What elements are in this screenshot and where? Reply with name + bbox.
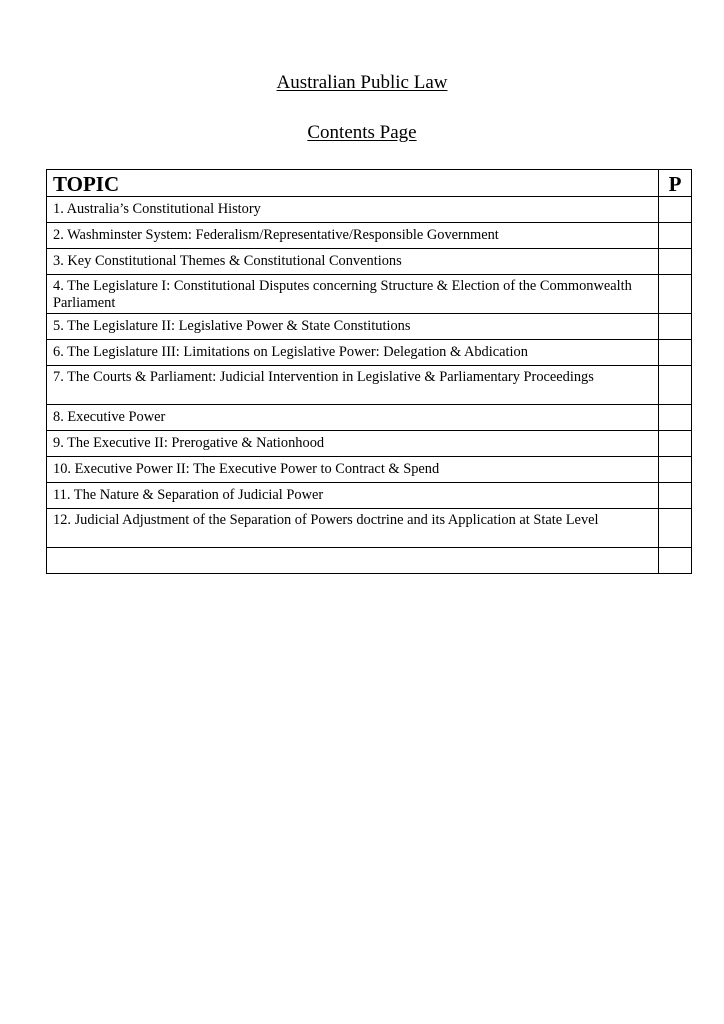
topic-cell: 5. The Legislature II: Legislative Power & State Constitutions (47, 314, 659, 340)
topic-cell: 12. Judicial Adjustment of the Separation of Powers doctrine and its Application at State Level (47, 509, 659, 548)
table-row (47, 223, 692, 249)
page-column-header: P (659, 170, 692, 197)
table-row (47, 431, 692, 457)
topic-cell: 3. Key Constitutional Themes & Constitutional Conventions (47, 249, 659, 275)
topic-cell: 10. Executive Power II: The Executive Power to Contract & Spend (47, 457, 659, 483)
page-cell (659, 509, 692, 548)
page-cell (659, 405, 692, 431)
page-cell (659, 366, 692, 405)
topic-cell: 11. The Nature & Separation of Judicial Power (47, 483, 659, 509)
table-row (47, 249, 692, 275)
page-cell (659, 314, 692, 340)
topic-cell: 2. Washminster System: Federalism/Representative/Responsible Government (47, 223, 659, 249)
contents-table (46, 169, 692, 574)
table-row (47, 405, 692, 431)
contents-page-heading: Contents Page (307, 122, 417, 143)
topic-cell: 4. The Legislature I: Constitutional Disputes concerning Structure & Election of the Commonwealth Parliament (47, 275, 659, 314)
page-cell (659, 548, 692, 574)
page-cell (659, 275, 692, 314)
topic-cell: 9. The Executive II: Prerogative & Nationhood (47, 431, 659, 457)
table-row (47, 483, 692, 509)
topic-cell (47, 548, 659, 574)
topic-cell: 8. Executive Power (47, 405, 659, 431)
topic-cell: 6. The Legislature III: Limitations on Legislative Power: Delegation & Abdication (47, 340, 659, 366)
table-row (47, 340, 692, 366)
table-header-row (47, 170, 692, 197)
page-cell (659, 197, 692, 223)
page-cell (659, 431, 692, 457)
table-row (47, 457, 692, 483)
document-title: Australian Public Law (276, 72, 448, 93)
page-cell (659, 483, 692, 509)
table-row (47, 509, 692, 548)
page-cell (659, 249, 692, 275)
page-cell (659, 223, 692, 249)
table-row (47, 366, 692, 405)
page-cell (659, 457, 692, 483)
topic-column-header: TOPIC (47, 170, 659, 197)
table-row-empty (47, 548, 692, 574)
table-row (47, 197, 692, 223)
page-cell (659, 340, 692, 366)
table-row (47, 314, 692, 340)
table-row (47, 275, 692, 314)
topic-cell: 7. The Courts & Parliament: Judicial Intervention in Legislative & Parliamentary Proceedings (47, 366, 659, 405)
topic-cell: 1. Australia’s Constitutional History (47, 197, 659, 223)
